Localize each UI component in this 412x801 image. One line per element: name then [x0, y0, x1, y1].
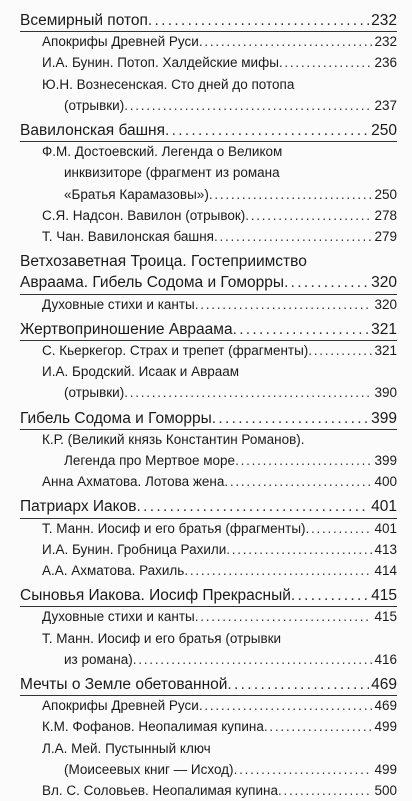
dot-leader [195, 295, 373, 315]
entry-title: Ю.Н. Вознесенская. Сто дней до потопа [42, 76, 295, 92]
entry-title: Легенда про Мертвое море [64, 453, 236, 468]
page-number: 236 [374, 55, 397, 71]
page-number: 400 [374, 474, 397, 490]
toc-line [42, 53, 397, 73]
dot-leader [284, 273, 369, 293]
dot-leader [199, 696, 373, 716]
dot-leader [264, 717, 373, 737]
section-title: Мечты о Земле обетованной [20, 676, 228, 693]
page-number: 320 [371, 274, 397, 292]
entry-title: Апокрифы Древней Руси [42, 34, 199, 50]
toc-line [42, 519, 397, 539]
section-title: Патриарх Иаков [20, 498, 137, 516]
toc-line [64, 760, 397, 780]
page-number: 390 [374, 385, 397, 401]
toc-line [64, 185, 397, 205]
toc-line [64, 451, 397, 471]
section-title: Ветхозаветная Троица. Гостеприимство [20, 253, 307, 271]
dot-leader [235, 451, 372, 471]
page-number: 237 [374, 97, 397, 113]
page-number: 415 [374, 609, 397, 625]
page-number: 499 [374, 761, 397, 777]
toc-line [42, 142, 397, 162]
page-number: 278 [374, 207, 397, 223]
toc-line [20, 675, 397, 695]
entry-title: И.А. Бунин. Гробница Рахили [42, 541, 227, 557]
page-number: 399 [371, 409, 397, 427]
toc-line [20, 320, 397, 340]
entry-title: А.А. Ахматова. Рахиль [42, 563, 185, 578]
dot-leader [212, 409, 369, 429]
toc-line [42, 75, 397, 95]
entry-title: Духовные стихи и канты [42, 296, 195, 312]
entry-title: Т. Манн. Иосиф и его братья (отрывки [42, 630, 282, 646]
entry-title: инквизиторе (фрагмент из романа [64, 165, 280, 181]
toc-line [42, 206, 397, 226]
toc-line [42, 362, 397, 382]
page-number: 414 [374, 563, 397, 578]
section-title: Жертвоприношение Авраама [20, 320, 233, 338]
toc-line [64, 650, 397, 670]
entry-title: И.А. Бродский. Исаак и Авраам [42, 364, 240, 380]
page-number: 321 [374, 343, 397, 358]
entry-title: Вл. С. Соловьев. Неопалимая купина [42, 783, 278, 798]
entry-title: Т. Чан. Вавилонская башня [42, 229, 214, 244]
toc-line [42, 472, 397, 492]
toc-line [20, 11, 397, 31]
dot-leader [279, 53, 373, 73]
toc-line [20, 497, 397, 517]
toc-line [20, 252, 397, 272]
toc-line [42, 430, 397, 450]
toc-line [42, 696, 397, 716]
page-number: 401 [374, 520, 397, 536]
toc-line [64, 163, 397, 183]
page-number: 416 [374, 651, 397, 667]
page-number: 500 [374, 783, 397, 798]
dot-leader [195, 607, 373, 627]
toc-line [20, 121, 397, 141]
dot-leader [209, 185, 373, 205]
dot-leader [306, 519, 373, 539]
toc-line [42, 717, 397, 737]
dot-leader [278, 781, 372, 801]
toc-line [42, 540, 397, 560]
dot-leader [291, 586, 369, 606]
entry-title: из романа) [64, 651, 133, 667]
section-title: Гибель Содома и Гоморры [20, 409, 212, 427]
entry-title: (отрывки) [64, 97, 125, 113]
page-number: 399 [374, 453, 397, 468]
toc-line [42, 739, 397, 759]
dot-leader [308, 341, 372, 361]
entry-title: Т. Манн. Иосиф и его братья (фрагменты) [42, 520, 306, 536]
entry-title: (Моисеевых книг — Исход) [64, 761, 234, 777]
page-number: 469 [371, 676, 397, 693]
entry-title: Ф.М. Достоевский. Легенда о Великом [42, 144, 283, 160]
toc-line [42, 295, 397, 315]
entry-title: К.М. Фофанов. Неопалимая купина [42, 719, 264, 735]
toc-line [42, 781, 397, 801]
toc-line [20, 586, 397, 606]
dot-leader [227, 675, 369, 695]
dot-leader [137, 497, 370, 517]
page-number: 320 [374, 296, 397, 312]
toc-line [42, 607, 397, 627]
page-number: 413 [374, 541, 397, 557]
dot-leader [226, 540, 372, 560]
dot-leader [124, 96, 372, 116]
toc-line [42, 629, 397, 649]
entry-title: К.Р. (Великий князь Константин Романов). [42, 431, 305, 447]
entry-title: Духовные стихи и канты [42, 609, 195, 625]
page-number: 250 [374, 186, 397, 202]
section-title: Сыновья Иакова. Иосиф Прекрасный [20, 587, 291, 605]
section-title: Авраама. Гибель Содома и Гоморры [20, 274, 285, 292]
toc-line [20, 409, 397, 429]
dot-leader [124, 383, 372, 403]
toc-line [42, 341, 397, 361]
page-number: 469 [374, 698, 397, 714]
dot-leader [199, 32, 373, 52]
dot-leader [224, 472, 372, 492]
dot-leader [245, 206, 372, 226]
entry-title: Л.А. Мей. Пустынный ключ [42, 740, 211, 756]
dot-leader [234, 760, 373, 780]
dot-leader [165, 121, 369, 141]
entry-title: Анна Ахматова. Лотова жена [42, 474, 225, 490]
entry-title: «Братья Карамазовы») [64, 186, 209, 202]
entry-title: С.Я. Надсон. Вавилон (отрывок) [42, 207, 246, 223]
page-number: 232 [374, 34, 397, 50]
toc-line [42, 32, 397, 52]
dot-leader [233, 320, 370, 340]
page-number: 499 [374, 719, 397, 735]
toc-line [64, 383, 397, 403]
page-number: 321 [371, 320, 397, 338]
entry-title: И.А. Бунин. Потоп. Халдейские мифы [42, 55, 279, 71]
entry-title: С. Кьеркегор. Страх и трепет (фрагменты) [42, 343, 309, 358]
section-title: Вавилонская башня [20, 122, 165, 139]
toc-line [64, 96, 397, 116]
page-number: 279 [374, 229, 397, 244]
dot-leader [214, 227, 372, 247]
toc-line [42, 561, 397, 581]
page-number: 401 [371, 498, 397, 516]
toc-line [20, 273, 397, 293]
page-number: 250 [371, 122, 397, 139]
dot-leader [184, 561, 372, 581]
dot-leader [148, 11, 369, 31]
page-number: 232 [371, 12, 397, 29]
entry-title: Апокрифы Древней Руси [42, 698, 199, 714]
entry-title: (отрывки) [64, 385, 125, 401]
page-number: 415 [371, 587, 397, 605]
section-title: Всемирный потоп [20, 12, 148, 29]
dot-leader [133, 650, 373, 670]
toc-line [42, 227, 397, 247]
